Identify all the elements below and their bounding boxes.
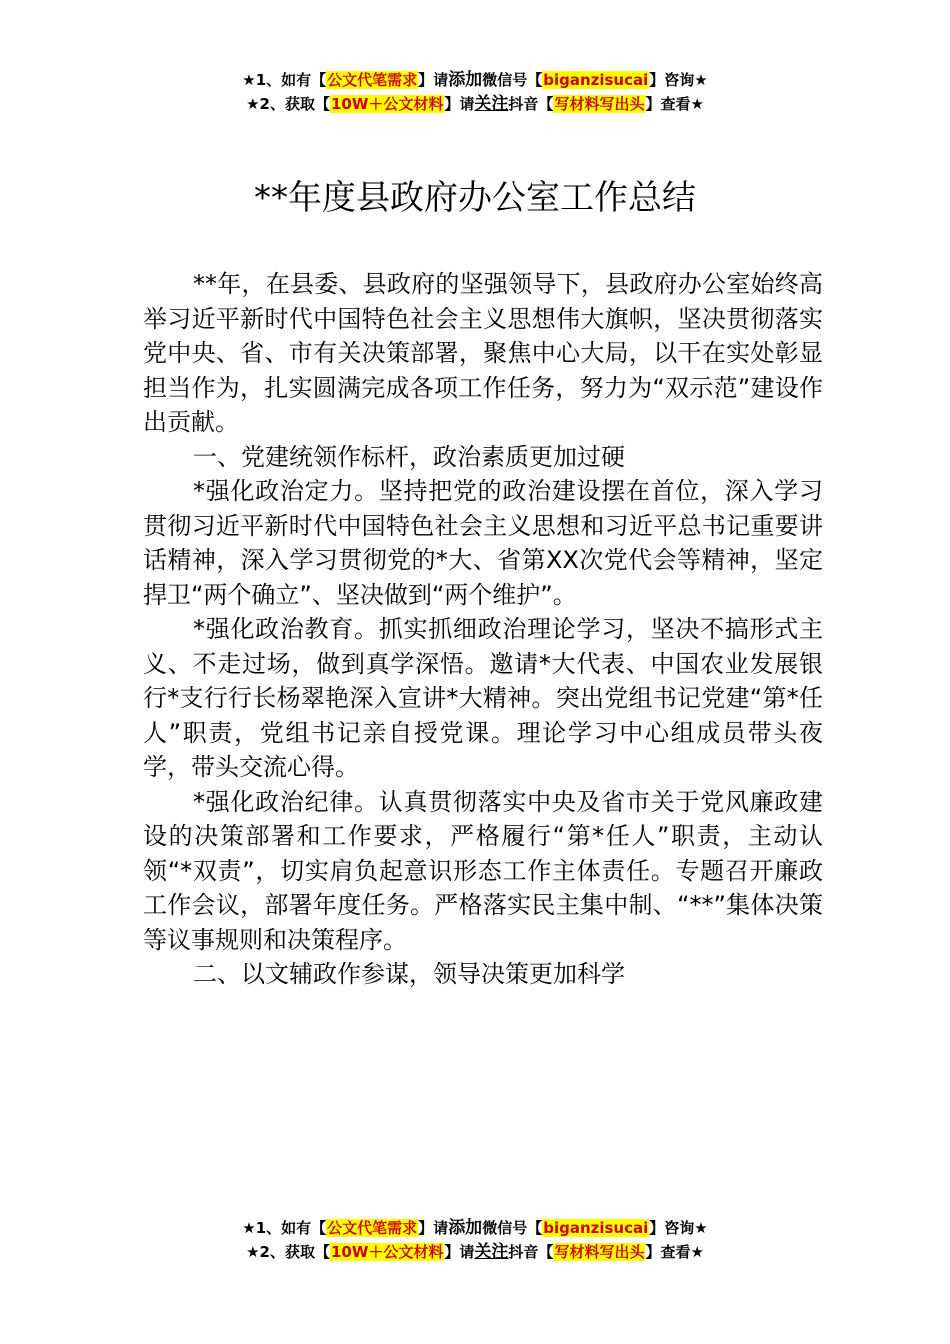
header-banner-highlight-douyin-id: 写材料写出头	[554, 95, 645, 113]
header-banner-line-2-douyin-label: 抖音【	[508, 95, 554, 113]
footer-banner-emphasis-add: 添加	[448, 1218, 483, 1238]
footer-banner-line-1-please: 】请	[418, 1219, 449, 1237]
footer-banner-line-1-wechat-label: 微信号【	[482, 1219, 543, 1237]
footer-banner-line-2-douyin-label: 抖音【	[508, 1243, 554, 1261]
header-banner-emphasis-follow: 关注	[474, 94, 509, 114]
header-banner-line-1-prefix: ★1、如有【	[242, 71, 327, 89]
footer-banner-line-1	[0, 1216, 950, 1240]
footer-banner-line-1-suffix: 】咨询★	[649, 1219, 708, 1237]
footer-banner-highlight-service: 公文代笔需求	[327, 1219, 418, 1237]
footer-banner-line-2-suffix: 】查看★	[645, 1243, 704, 1261]
header-banner-line-1-wechat-label: 微信号【	[482, 71, 543, 89]
document-title: **年度县政府办公室工作总结	[254, 178, 696, 218]
intro-paragraph: **年，在县委、县政府的坚强领导下，县政府办公室始终高举习近平新时代中国特色社会主义思想伟大旗帜，坚决贯彻落实党中央、省、市有关决策部署，聚焦中心大局，以干在实处彰显担当作为，扎实圆满完成各项工作任务，努力为“双示范”建设作出贡献。	[143, 270, 823, 436]
header-banner-line-1-suffix: 】咨询★	[649, 71, 708, 89]
footer-banner-line-2-please: 】请	[444, 1243, 475, 1261]
section-heading-2: 二、以文辅政作参谋，领导决策更加科学	[193, 960, 625, 988]
footer-banner-highlight-wechat-id: biganzisucai	[543, 1219, 649, 1237]
document-body	[143, 267, 823, 992]
header-banner-line-2-prefix: ★2、获取【	[246, 95, 330, 113]
header-banner-emphasis-add: 添加	[448, 70, 483, 90]
header-banner-line-2-suffix: 】查看★	[645, 95, 704, 113]
body-paragraph: *强化政治教育。抓实抓细政治理论学习，坚决不搞形式主义、不走过场，做到真学深悟。邀请*大代表、中国农业发展银行*支行行长杨翠艳深入宣讲*大精神。突出党组书记党建“第*任人”职责，党组书记亲自授党课。理论学习中心组成员带头夜学，带头交流心得。	[143, 615, 823, 781]
footer-banner-line-2	[0, 1240, 950, 1264]
header-banner-line-2	[0, 92, 950, 116]
body-paragraph: *强化政治定力。坚持把党的政治建设摆在首位，深入学习贯彻习近平新时代中国特色社会主义思想和习近平总书记重要讲话精神，深入学习贯彻党的*大、省第XX次党代会等精神，坚定捍卫“两个确立”、坚决做到“两个维护”。	[143, 477, 823, 609]
header-banner-line-2-please: 】请	[444, 95, 475, 113]
header-banner-highlight-wechat-id: biganzisucai	[543, 71, 649, 89]
header-banner-highlight-materials: 10W＋公文材料	[330, 95, 444, 113]
body-paragraph: *强化政治纪律。认真贯彻落实中央及省市关于党风廉政建设的决策部署和工作要求，严格履行“第*任人”职责，主动认领“*双责”，切实肩负起意识形态工作主体责任。专题召开廉政工作会议，部署年度任务。严格落实民主集中制、“**”集体决策等议事规则和决策程序。	[143, 787, 823, 954]
header-banner-line-1-please: 】请	[418, 71, 449, 89]
footer-banner-line-2-prefix: ★2、获取【	[246, 1243, 330, 1261]
footer-banner-line-1-prefix: ★1、如有【	[242, 1219, 327, 1237]
header-banner-line-1	[0, 68, 950, 92]
header-banner-highlight-service: 公文代笔需求	[327, 71, 418, 89]
section-heading-1: 一、党建统领作标杆，政治素质更加过硬	[193, 442, 625, 471]
footer-banner-emphasis-follow: 关注	[474, 1242, 509, 1262]
footer-banner-highlight-materials: 10W＋公文材料	[330, 1243, 444, 1261]
footer-banner	[0, 1216, 950, 1264]
header-banner	[0, 68, 950, 116]
footer-banner-highlight-douyin-id: 写材料写出头	[554, 1243, 645, 1261]
